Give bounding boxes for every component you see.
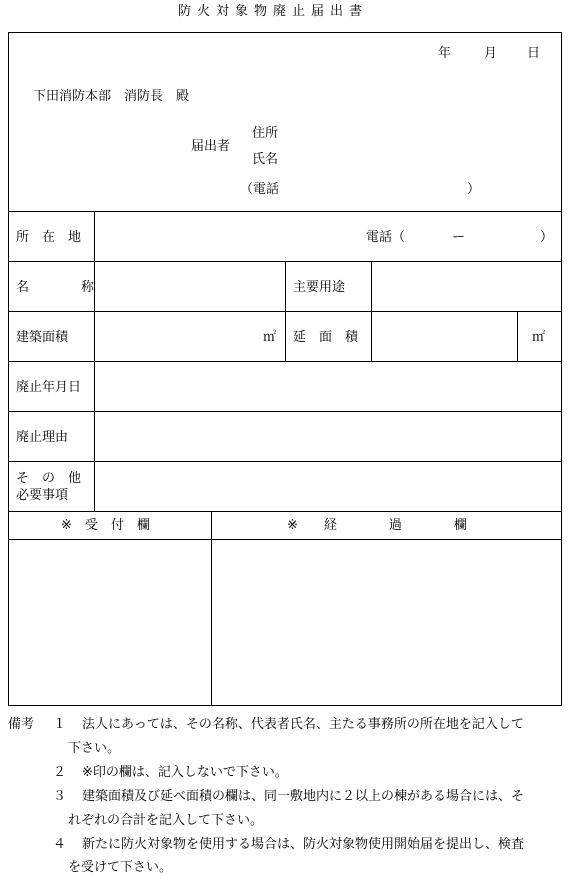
note-text: ※印の欄は、記入しないで下さい。	[82, 765, 288, 780]
applicant-phone-close: ）	[467, 182, 481, 197]
total-floor-area-unit: ㎡	[532, 330, 546, 345]
total-floor-area-field[interactable]	[375, 316, 513, 356]
note-number: ２	[53, 765, 67, 780]
applicant-phone-open: （電話	[240, 182, 280, 197]
applicant-name-label: 氏名	[252, 152, 279, 167]
note-text: 建築面積及び延べ面積の欄は、同一敷地内に２以上の棟がある場合には、そ	[82, 789, 525, 804]
applicant-address-field[interactable]	[282, 122, 542, 142]
note-text: 法人にあっては、その名称、代表者氏名、主たる事務所の所在地を記入して	[82, 717, 524, 732]
applicant-name-field[interactable]	[282, 148, 542, 168]
building-area-field[interactable]	[98, 316, 258, 356]
note-text-continued: れぞれの合計を記入して下さい。	[68, 813, 264, 828]
form-title: 防火対象物廃止届出書	[178, 4, 369, 19]
reception-header: ※ 受 付 欄	[61, 518, 150, 533]
name-field[interactable]	[98, 266, 281, 306]
building-area-label: 建築面積	[16, 330, 69, 345]
main-use-field[interactable]	[375, 266, 558, 306]
note-number: １	[53, 717, 67, 732]
addressee: 下田消防本部 消防長 殿	[33, 89, 190, 104]
total-floor-area-label: 延 面 積	[293, 330, 359, 345]
applicant-label: 届出者	[191, 139, 231, 154]
other-label-line2: 必要事項	[16, 488, 69, 503]
abolition-date-field[interactable]	[98, 366, 556, 406]
main-use-label: 主要用途	[293, 280, 346, 295]
location-phone-label: 電話（	[366, 230, 406, 245]
date-year-label: 年	[438, 46, 452, 61]
building-area-unit: ㎡	[263, 330, 277, 345]
progress-area	[215, 543, 557, 701]
progress-header: ※ 経 過 欄	[287, 518, 467, 533]
abolition-reason-label: 廃止理由	[16, 430, 69, 445]
reception-area	[12, 543, 207, 701]
abolition-reason-field[interactable]	[98, 416, 556, 456]
location-label: 所 在 地	[16, 230, 82, 245]
note-text-continued: を受けて下さい。	[68, 860, 173, 875]
note-text-continued: 下さい。	[68, 741, 121, 756]
date-day-label: 日	[527, 46, 541, 61]
other-label-line1: そ の 他	[16, 471, 82, 486]
date-month-label: 月	[484, 46, 498, 61]
abolition-date-label: 廃止年月日	[16, 380, 82, 395]
applicant-phone-field[interactable]	[282, 178, 462, 198]
applicant-address-label: 住所	[252, 126, 279, 141]
location-phone-close: ）	[540, 230, 554, 245]
name-label: 名 称	[16, 280, 95, 295]
notes-heading: 備考	[8, 717, 35, 732]
note-number: ４	[53, 837, 67, 852]
note-text: 新たに防火対象物を使用する場合は、防火対象物使用開始届を提出し、検査	[82, 837, 525, 852]
location-phone-field[interactable]	[410, 224, 538, 248]
location-field[interactable]	[98, 216, 358, 256]
note-number: ３	[53, 789, 67, 804]
location-phone-dash: ー	[452, 230, 466, 245]
other-field[interactable]	[98, 466, 556, 506]
